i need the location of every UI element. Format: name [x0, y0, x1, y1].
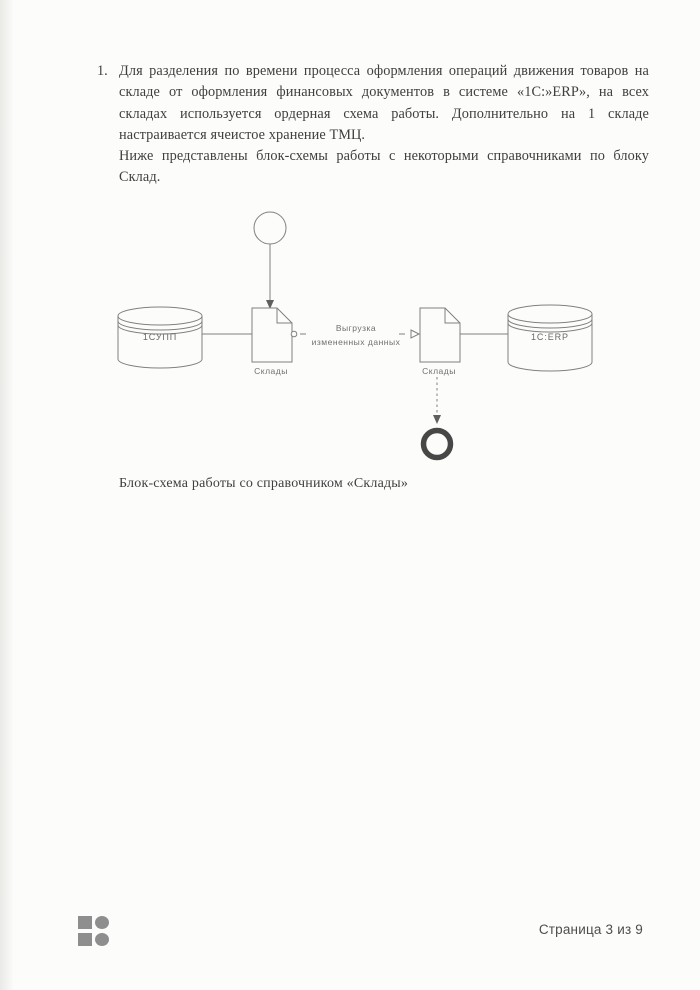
database-label: 1СУПП [142, 332, 178, 342]
logo-square-top-icon [78, 916, 92, 929]
logo-square-bottom-icon [78, 933, 92, 946]
document-label: Склады [422, 366, 456, 376]
page-number-label: Страница 3 из 9 [538, 922, 643, 937]
database-1supp [118, 307, 202, 368]
end-arrowhead-icon [433, 415, 441, 424]
open-arrowhead-icon [411, 330, 419, 338]
paragraph-1: Для разделения по времени процесса оформления операций движения товаров на складе от оформления финансовых документов в системе «1С:»ERP», на всех складах используется ордерная схема работы. Дополнительно на 1 складе настраивается ячеистое хранение ТМЦ. [119, 63, 649, 143]
document-outline [252, 308, 292, 362]
document-sklady-right [420, 308, 460, 376]
logo-circle-bottom-icon [95, 933, 109, 946]
document-sklady-left [252, 308, 292, 376]
flow-label-line2: измененных данных [311, 337, 401, 347]
figure-caption: Блок-схема работы со справочником «Склады» [119, 476, 409, 491]
cylinder-top [118, 307, 202, 325]
document-outline [420, 308, 460, 362]
flow-label-line1: Выгрузка [335, 323, 377, 333]
start-circle-icon [254, 212, 286, 244]
end-ring-icon [424, 431, 451, 458]
cylinder-top [508, 305, 592, 323]
list-number: 1. [97, 63, 108, 79]
paragraph-2: Ниже представлены блок-схемы работы с некоторыми справочниками по блоку Склад. [119, 148, 649, 186]
logo-circle-top-icon [95, 916, 109, 929]
database-label: 1С:ERP [531, 332, 569, 342]
company-logo-icon [78, 916, 109, 946]
document-label: Склады [254, 366, 288, 376]
connector-port-icon [291, 331, 297, 337]
database-1cerp [508, 305, 592, 371]
